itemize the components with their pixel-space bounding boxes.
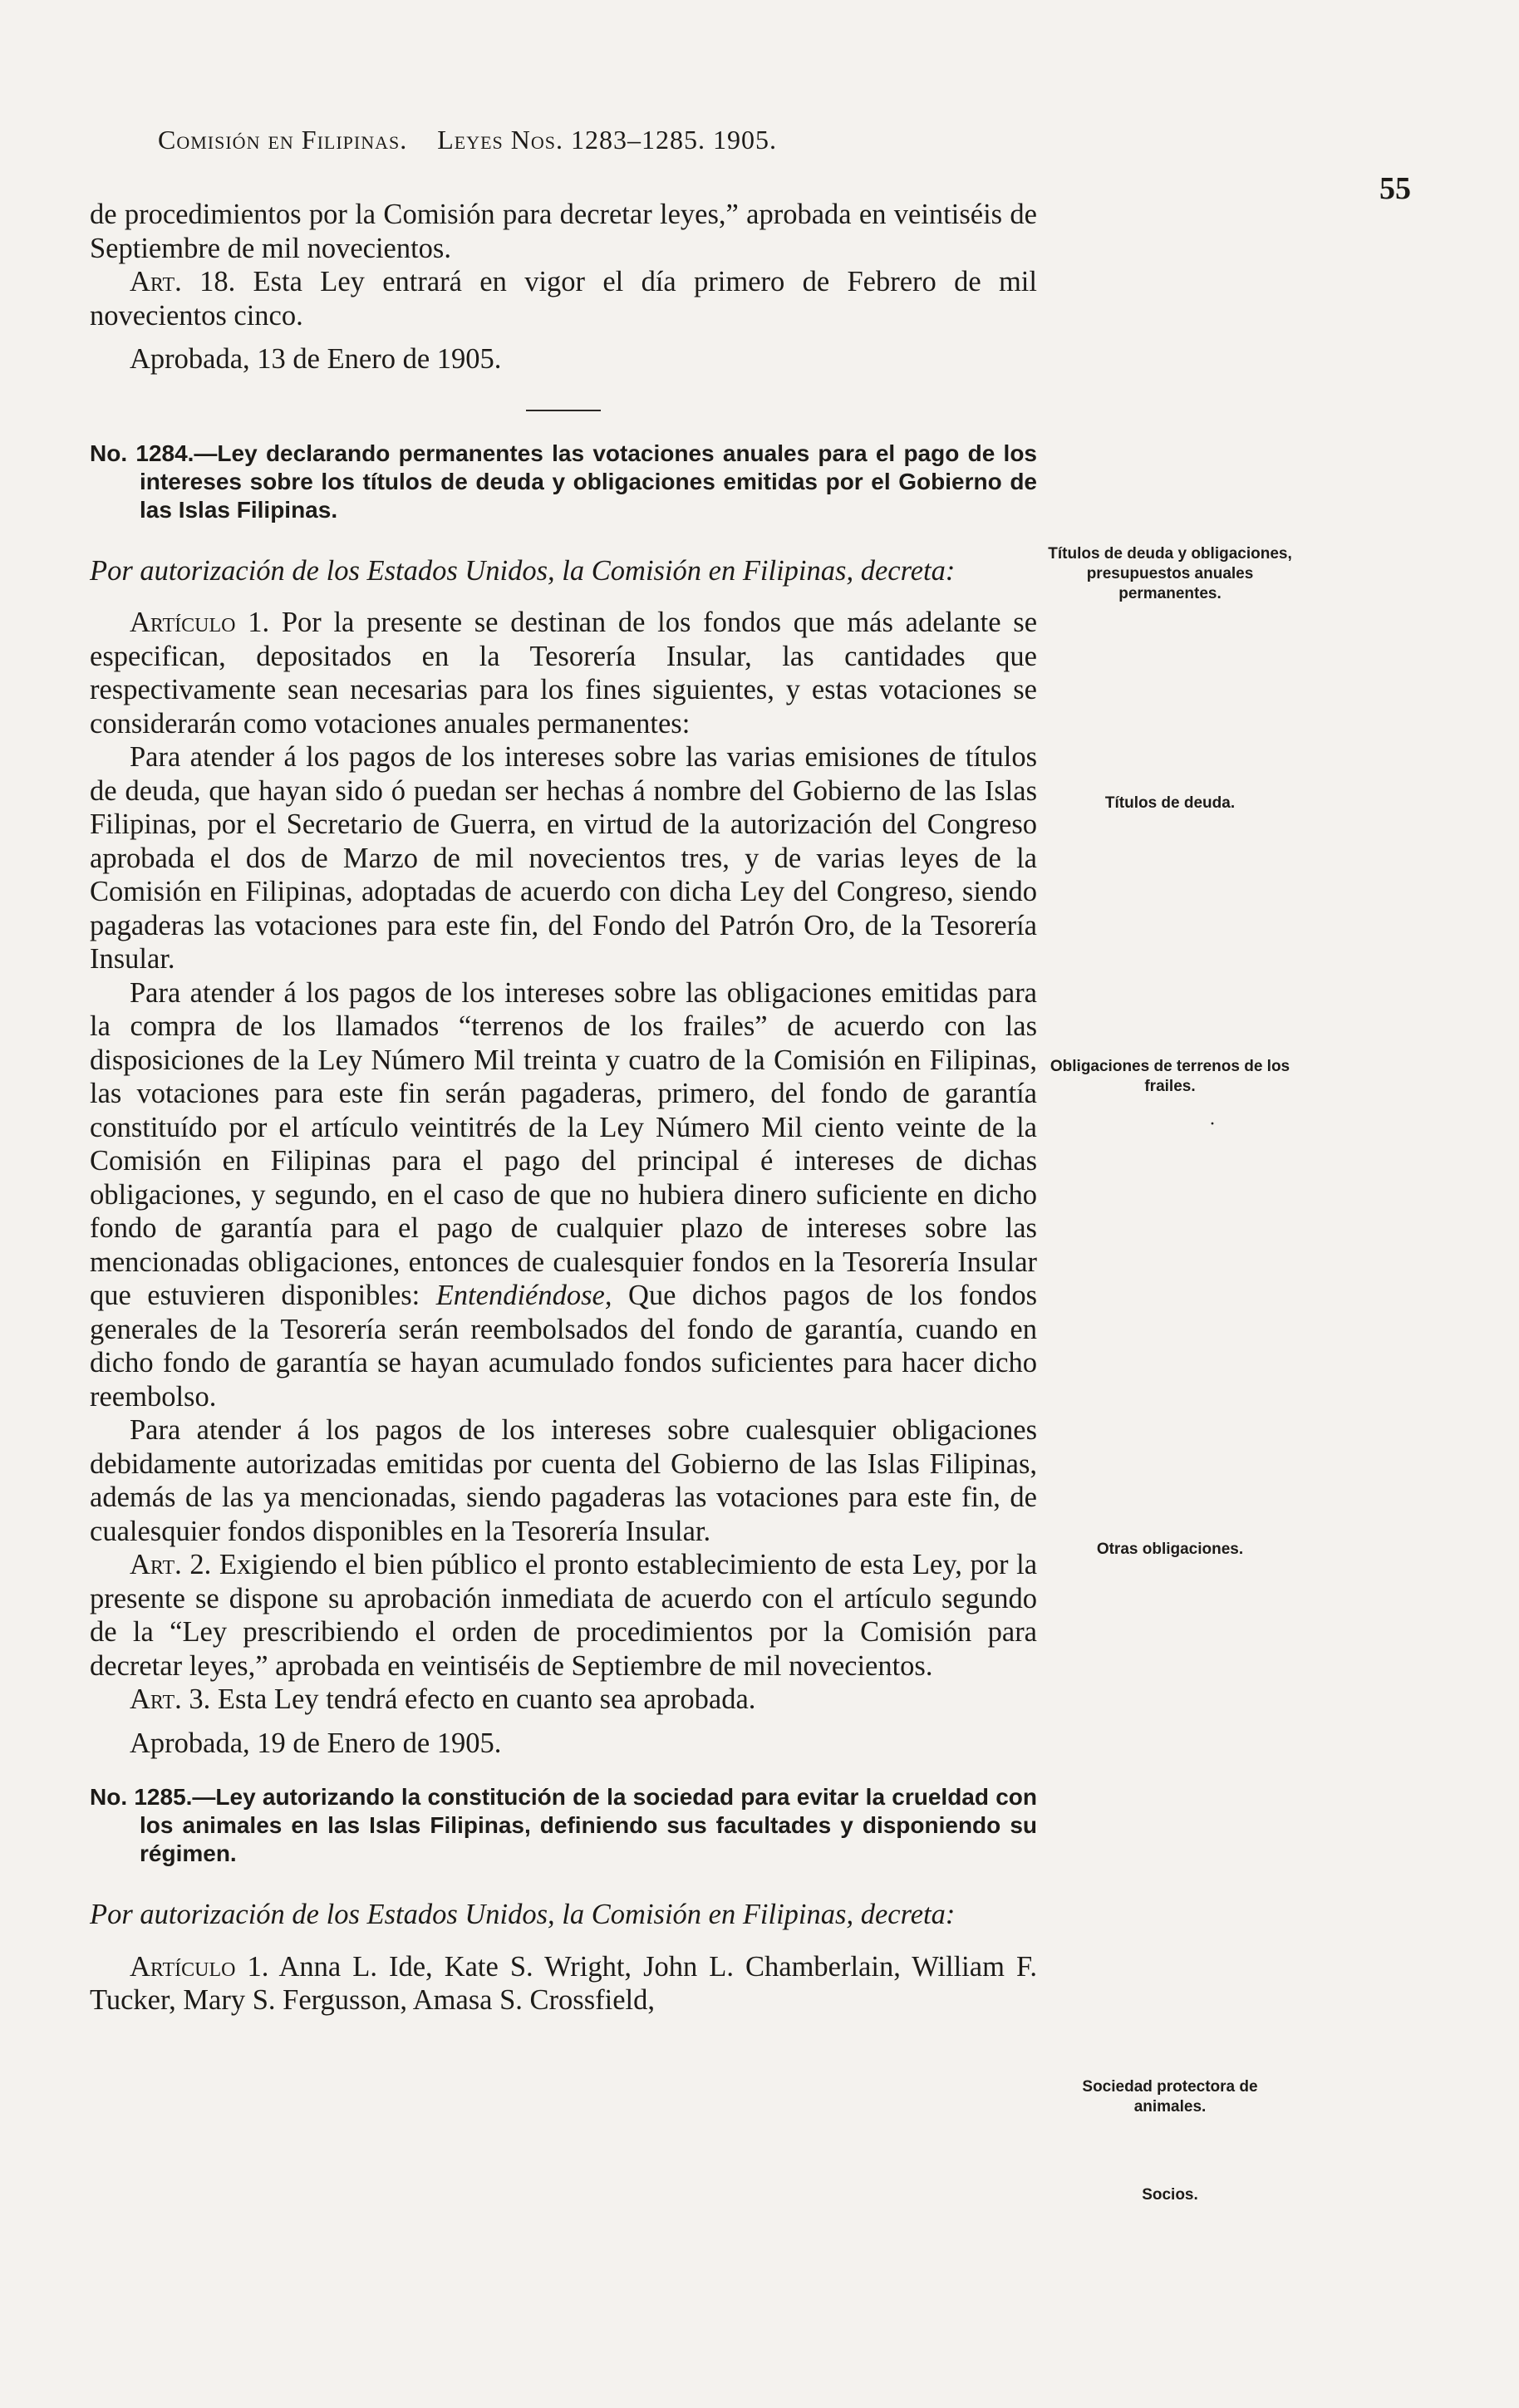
continuation-paragraph: de procedimientos por la Comisión para decretar leyes,” aprobada en veintiséis de Septiembre de mil novecientos. [90,199,1037,264]
law-1285-article-1-text: Anna L. Ide, Kate S. Wright, John L. Chamberlain, William F. Tucker, Mary S. Fergusson, Amasa S. Crossfield, [90,1950,1037,2016]
law-1284-proviso: Entendiéndose, [435,1280,612,1311]
sidenote-sociedad-protectora: Sociedad protectora de animales. [1082,2078,1258,2116]
law-1284-paragraph-friar-lands [90,976,1037,1414]
article-18-label: Art. 18. [130,266,236,297]
sidenote-otras-obligaciones: Otras obligaciones. [1096,1541,1244,1558]
running-head-laws: Leyes Nos. 1283–1285. 1905. [437,125,778,155]
law-1285-article-1 [90,1950,1037,2017]
running-head [158,125,1072,155]
law-1284-article-3-text: Esta Ley tendrá efecto en cuanto sea aprobada. [217,1683,756,1715]
law-1284-article-2 [90,1548,1037,1683]
article-18-text: Esta Ley entrará en vigor el día primero de Febrero de mil novecientos cinco. [90,266,1037,332]
law-1284-article-2-label: Art. 2. [130,1549,212,1580]
law-1284-article-1 [90,606,1037,740]
law-1285-article-1-label: Artículo 1. [130,1950,269,1983]
main-text-column [90,198,1037,2017]
law-1284-heading: No. 1284.—Ley declarando permanentes las votaciones anuales para el pago de los intereses sobre los títulos de deuda y obligaciones emitidas por el Gobierno de las Islas Filipinas. [90,440,1037,523]
article-18 [90,265,1037,332]
approval-date-1284: Aprobada, 19 de Enero de 1905. [130,1727,502,1759]
law-1284-article-3-label: Art. 3. [130,1683,211,1715]
stray-mark: · [1209,1113,1216,1135]
law-1284-article-3 [90,1683,1037,1717]
page-number: 55 [1379,171,1411,206]
law-1284-article-1-text: Por la presente se destinan de los fondos que más adelante se especifican, depositados en la Tesorería Insular, las cantidades que respectivamente sean necesarias para los fines siguientes, y estas votaciones se considerarán como votaciones anuales permanentes: [90,607,1038,740]
law-1284-article-2-text: Exigiendo el bien público el pronto establecimiento de esta Ley, por la presente se dispone su aprobación inmediata de acuerdo con el artículo segundo de la “Ley prescribiendo el orden de procedimientos por la Comisión para decretar leyes,” aprobada en veintiséis de Septiembre de mil novecientos. [90,1549,1038,1682]
law-1284-paragraph-bonds: Para atender á los pagos de los intereses sobre las varias emisiones de títulos de deuda, que hayan sido ó puedan ser hechas á nombre del Gobierno de las Islas Filipinas, por el Secretario de Guerra, en virtud de la autorización del Congreso aprobada el dos de Marzo de mil novecientos tres, y de varias leyes de la Comisión en Filipinas, adoptadas de acuerdo con dicha Ley del Congreso, siendo pagaderas las votaciones para este fin, del Fondo del Patrón Oro, de la Tesorería Insular. [90,741,1037,975]
sidenote-obligaciones-frailes: Obligaciones de terrenos de los frailes. [1050,1058,1290,1095]
running-head-commission: Comisión en Filipinas. [158,125,408,155]
sidenote-titulos-presupuestos: Títulos de deuda y obligaciones, presupuestos anuales permanentes. [1048,545,1292,602]
approval-date-1283: Aprobada, 13 de Enero de 1905. [130,343,502,375]
law-1284-paragraph-friar-lands-b: Que dichos pagos de los fondos generales de la Tesorería serán reembolsados del fondo de garantía, cuando en dicho fondo de garantía se hayan acumulado fondos suficientes para hacer dicho reembolso. [90,1280,1038,1413]
sidenote-titulos-deuda: Títulos de deuda. [1104,794,1236,812]
law-1285-enacting-clause: Por autorización de los Estados Unidos, la Comisión en Filipinas, decreta: [90,1899,956,1930]
law-1284-paragraph-friar-lands-a: Para atender á los pagos de los intereses sobre las obligaciones emitidas para la compra de los llamados “terrenos de los frailes” de acuerdo con las disposiciones de la Ley Número Mil treinta y cuatro de la Comisión en Filipinas, las votaciones para este fin serán pagaderas, primero, del fondo de garantía constituído por el artículo veintitrés de la Ley Número Mil ciento veinte de la Comisión en Filipinas para el pago del principal é intereses de dichas obligaciones, y segundo, en el caso de que no hubiera dinero suficiente en dicho fondo de garantía para el pago de cualquier plazo de intereses sobre las mencionadas obligaciones, entonces de cualesquier fondos en la Tesorería Insular que estuvieren disponibles: [90,976,1037,1311]
law-1284-paragraph-other-obligations: Para atender á los pagos de los intereses sobre cualesquier obligaciones debidamente autorizadas emitidas por cuenta del Gobierno de las Islas Filipinas, además de las ya mencionadas, siendo pagaderas las votaciones para este fin, de cualesquier fondos disponibles en la Tesorería Insular. [90,1414,1037,1547]
law-1285-heading: No. 1285.—Ley autorizando la constitución de la sociedad para evitar la crueldad con los animales en las Islas Filipinas, definiendo sus facultades y disponiendo su régimen. [90,1784,1037,1866]
law-1284-enacting-clause: Por autorización de los Estados Unidos, la Comisión en Filipinas, decreta: [90,554,956,587]
sidenote-socios: Socios. [1142,2186,1198,2204]
section-divider [526,410,601,411]
law-1284-article-1-label: Artículo 1. [130,607,270,638]
